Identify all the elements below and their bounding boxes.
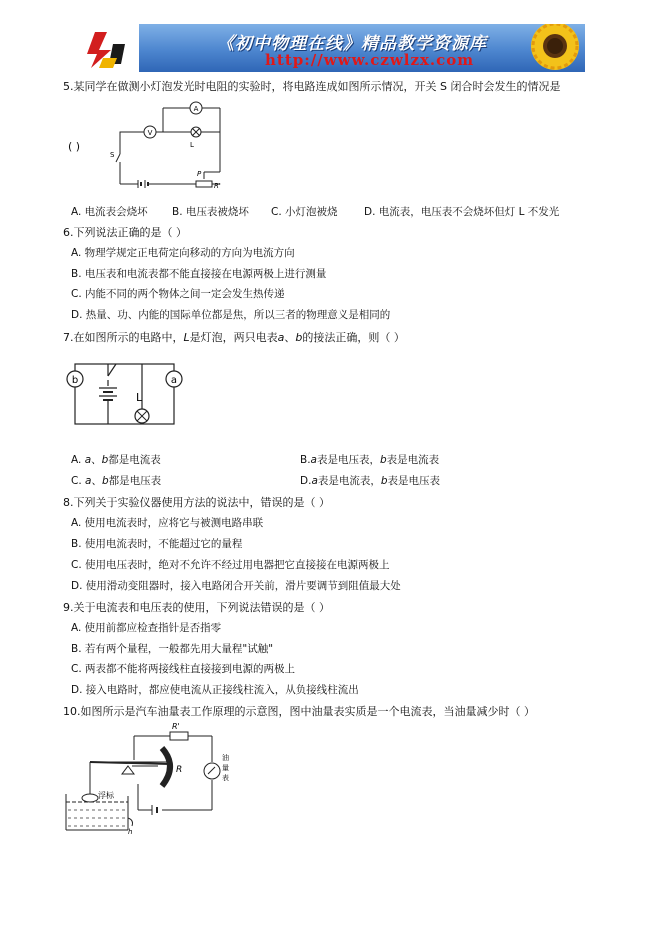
q7-meter-a [166, 371, 182, 387]
svg-text:P: P [197, 170, 202, 178]
svg-text:h: h [128, 828, 133, 836]
q10-resistor-r-prime [170, 722, 188, 740]
q9-stem: 9.关于电流表和电压表的使用，下列说法错误的是（ ） [63, 601, 330, 614]
logo-icon [77, 24, 139, 72]
svg-text:L: L [136, 391, 143, 404]
q10-lever-arm [90, 762, 170, 774]
q9-option-a: A. 使用前都应检查指针是否指零 [71, 622, 222, 634]
q5-rheostat [196, 170, 221, 190]
q9-option-d: D. 接入电路时，都应使电流从正接线柱流入，从负接线柱流出 [71, 684, 359, 696]
q10-fuel-gauge-diagram [62, 722, 242, 838]
svg-text:R: R [176, 765, 183, 775]
q5-option-a: A. 电流表会烧坏 [71, 206, 148, 218]
q5-option-c: C. 小灯泡被烧 [271, 206, 338, 218]
q8-option-a: A. 使用电流表时，应将它与被测电路串联 [71, 517, 264, 529]
q5-option-b: B. 电压表被烧坏 [172, 206, 249, 218]
q8-stem: 8.下列关于实验仪器使用方法的说法中，错误的是（ ） [63, 496, 330, 509]
q9-option-b: B. 若有两个量程，一般都先用大量程"试触" [71, 643, 274, 655]
svg-text:a: a [170, 375, 178, 386]
q7-meter-b [67, 371, 83, 387]
q5-switch-label: S [110, 151, 115, 159]
q7-option-d: D.a表是电流表，b表是电压表 [300, 475, 441, 487]
sunflower-icon [517, 24, 585, 72]
q6-option-a: A. 物理学规定正电荷定向移动的方向为电流方向 [71, 247, 295, 259]
q7-circuit-diagram [64, 354, 194, 430]
q6-option-c: C. 内能不同的两个物体之间一定会发生热传递 [71, 288, 285, 300]
q10-variable-resistor-r [162, 748, 182, 786]
q5-answer-paren: ( ) [68, 140, 81, 153]
q7-stem: 7.在如图所示的电路中，L是灯泡，两只电表a、b的接法正确，则（ ） [63, 331, 405, 344]
q6-stem: 6.下列说法正确的是（ ） [63, 226, 187, 239]
svg-text:L: L [190, 141, 194, 149]
banner-url: http://www.czwlzx.com [265, 51, 475, 69]
q8-option-b: B. 使用电流表时，不能超过它的量程 [71, 538, 243, 550]
svg-text:油: 油 [222, 754, 229, 762]
q5-battery [138, 180, 148, 188]
q10-fuel-tank [66, 790, 133, 836]
site-logo [77, 24, 139, 72]
q7-switch [108, 364, 116, 386]
q5-lamp [190, 127, 201, 149]
svg-text:b: b [71, 375, 79, 386]
q6-option-b: B. 电压表和电流表都不能直接接在电源两极上进行测量 [71, 268, 327, 280]
q8-option-d: D. 使用滑动变阻器时，接入电路闭合开关前，滑片要调节到阻值最大处 [71, 580, 401, 592]
svg-text:A: A [193, 105, 199, 113]
svg-text:浮标: 浮标 [98, 791, 114, 800]
q5-voltmeter [144, 126, 156, 138]
svg-text:R': R' [214, 182, 221, 190]
header-banner [77, 24, 585, 72]
svg-text:R': R' [172, 722, 180, 731]
q10-battery [152, 805, 157, 815]
q7-option-c: C. a、b都是电压表 [71, 475, 162, 487]
q5-option-d: D. 电流表，电压表不会烧坏但灯 L 不发光 [364, 206, 560, 218]
q8-option-c: C. 使用电压表时，绝对不允许不经过用电器把它直接接在电源两极上 [71, 559, 390, 571]
q10-stem: 10.如图所示是汽车油量表工作原理的示意图，图中油量表实质是一个电流表，当油量减少时（ ） [63, 705, 535, 718]
q7-lamp [135, 364, 149, 423]
q7-option-a: A. a、b都是电流表 [71, 454, 161, 466]
q5-ammeter [190, 102, 202, 114]
svg-text:V: V [147, 129, 153, 137]
q5-circuit-diagram [108, 100, 238, 196]
q10-gauge-meter [204, 753, 229, 782]
q7-option-b: B.a表是电压表，b表是电流表 [300, 454, 440, 466]
banner-title: 《初中物理在线》精品教学资源库 [217, 34, 487, 54]
svg-text:量: 量 [222, 764, 229, 772]
q9-option-c: C. 两表都不能将两接线柱直接接到电源的两极上 [71, 663, 296, 675]
q6-option-d: D. 热量、功、内能的国际单位都是焦，所以三者的物理意义是相同的 [71, 309, 391, 321]
q5-stem: 5.某同学在做测小灯泡发光时电阻的实验时，将电路连成如图所示情况，开关 S 闭合时会发生的情况是 [63, 80, 561, 93]
svg-text:表: 表 [222, 774, 229, 782]
